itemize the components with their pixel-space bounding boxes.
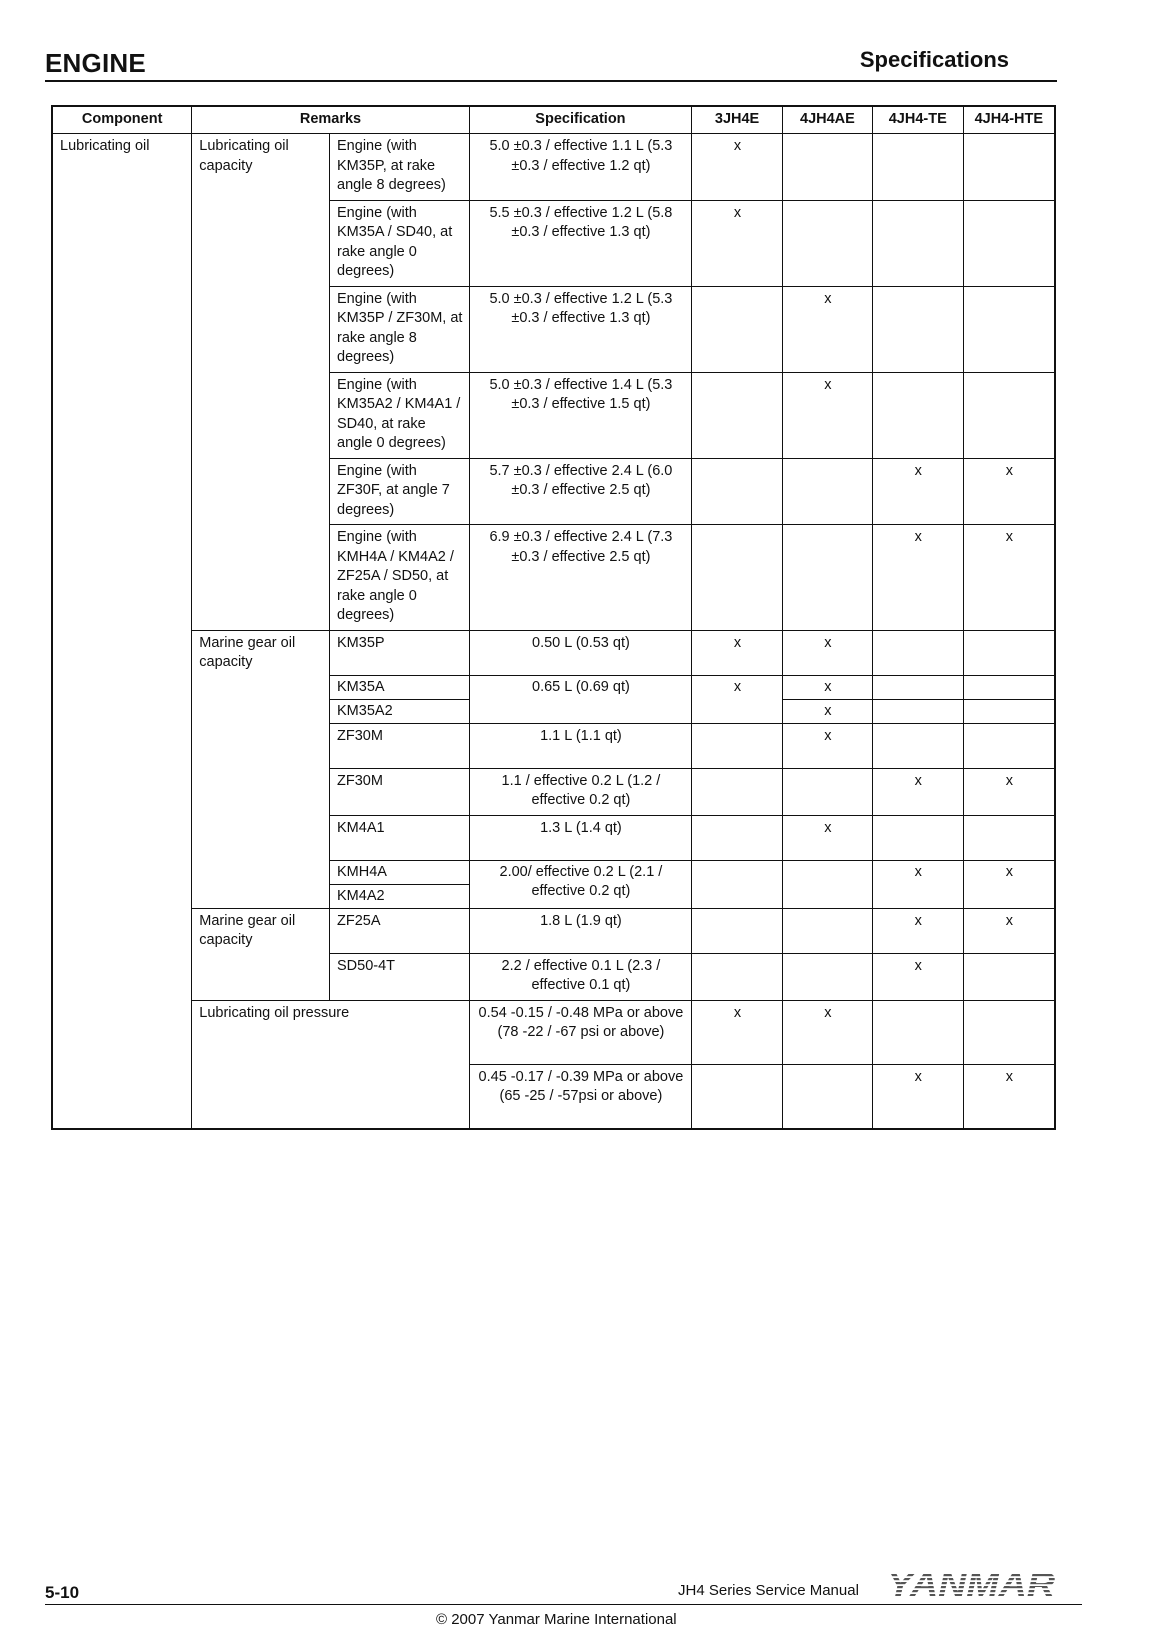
specification-cell: 5.0 ±0.3 / effective 1.2 L (5.3 ±0.3 / effective 1.3 qt) [469, 286, 691, 372]
specification-cell: 0.65 L (0.69 qt) [469, 675, 691, 723]
specification-cell: 5.0 ±0.3 / effective 1.1 L (5.3 ±0.3 / effective 1.2 qt) [469, 134, 691, 201]
mark-4jh4-te [872, 200, 963, 286]
mark-4jh4-te: x [872, 525, 963, 631]
mark-4jh4-te: x [872, 458, 963, 525]
footer-divider [45, 1604, 1082, 1605]
mark-4jh4-hte: x [963, 525, 1055, 631]
yanmar-logo [885, 1566, 1063, 1607]
mark-4jh4-hte: x [963, 768, 1055, 815]
specification-cell: 1.1 L (1.1 qt) [469, 723, 691, 768]
col-header-3jh4e: 3JH4E [692, 106, 783, 134]
mark-4jh4-te [872, 134, 963, 201]
mark-4jh4ae: x [782, 1000, 872, 1064]
section-title: ENGINE [45, 48, 146, 78]
table-row [52, 630, 1055, 675]
mark-4jh4-te: x [872, 768, 963, 815]
mark-4jh4ae: x [782, 286, 872, 372]
table-row [52, 134, 1055, 201]
mark-3jh4e [692, 723, 783, 768]
mark-4jh4ae [782, 908, 872, 953]
col-header-4jh4-te: 4JH4-TE [872, 106, 963, 134]
mark-3jh4e [692, 458, 783, 525]
specification-cell: 5.7 ±0.3 / effective 2.4 L (6.0 ±0.3 / effective 2.5 qt) [469, 458, 691, 525]
mark-4jh4-hte [963, 815, 1055, 860]
mark-4jh4-hte [963, 372, 1055, 458]
mark-4jh4ae [782, 953, 872, 1000]
col-header-component: Component [52, 106, 192, 134]
mark-4jh4-te: x [872, 1064, 963, 1129]
mark-3jh4e [692, 372, 783, 458]
table-row [52, 1000, 1055, 1064]
mark-3jh4e [692, 1064, 783, 1129]
remarks-detail-cell: KM4A2 [330, 884, 470, 908]
mark-4jh4ae [782, 860, 872, 908]
mark-4jh4ae [782, 525, 872, 631]
specification-cell: 0.54 -0.15 / -0.48 MPa or above (78 -22 / -67 psi or above) [469, 1000, 691, 1064]
mark-4jh4ae: x [782, 630, 872, 675]
mark-4jh4-hte: x [963, 458, 1055, 525]
remarks-detail-cell: Engine (with KM35P, at rake angle 8 degrees) [330, 134, 470, 201]
remarks-detail-cell: SD50-4T [330, 953, 470, 1000]
header-divider [45, 80, 1057, 82]
mark-4jh4ae [782, 134, 872, 201]
col-header-specification: Specification [469, 106, 691, 134]
mark-3jh4e: x [692, 1000, 783, 1064]
mark-4jh4-te: x [872, 953, 963, 1000]
mark-4jh4-hte [963, 723, 1055, 768]
mark-4jh4-hte [963, 699, 1055, 723]
remarks-detail-cell: ZF30M [330, 723, 470, 768]
specifications-table [51, 105, 1056, 1130]
mark-4jh4ae [782, 1064, 872, 1129]
mark-4jh4-te [872, 1000, 963, 1064]
page-title: Specifications [859, 47, 1009, 72]
mark-4jh4-hte [963, 1000, 1055, 1064]
remarks-detail-cell: KM4A1 [330, 815, 470, 860]
page-number: 5-10 [45, 1583, 80, 1602]
mark-4jh4-te [872, 286, 963, 372]
mark-4jh4ae [782, 200, 872, 286]
mark-4jh4-hte: x [963, 1064, 1055, 1129]
specification-cell: 2.2 / effective 0.1 L (2.3 / effective 0.1 qt) [469, 953, 691, 1000]
remarks-group-cell: Marine gear oil capacity [192, 908, 330, 1000]
mark-3jh4e [692, 286, 783, 372]
mark-4jh4-te [872, 372, 963, 458]
mark-4jh4ae: x [782, 815, 872, 860]
remarks-detail-cell: Engine (with KM35A / SD40, at rake angle 0 degrees) [330, 200, 470, 286]
specification-cell: 0.50 L (0.53 qt) [469, 630, 691, 675]
remarks-detail-cell: KMH4A [330, 860, 470, 884]
mark-3jh4e: x [692, 200, 783, 286]
mark-4jh4-te: x [872, 860, 963, 908]
mark-4jh4ae: x [782, 699, 872, 723]
mark-4jh4-hte [963, 953, 1055, 1000]
mark-3jh4e [692, 860, 783, 908]
mark-4jh4-te [872, 675, 963, 699]
table-header-row [52, 106, 1055, 134]
col-header-4jh4ae: 4JH4AE [782, 106, 872, 134]
table-row [52, 908, 1055, 953]
mark-4jh4-hte [963, 675, 1055, 699]
mark-3jh4e [692, 768, 783, 815]
remarks-detail-cell: Engine (with KM35P / ZF30M, at rake angle 8 degrees) [330, 286, 470, 372]
mark-4jh4-hte: x [963, 860, 1055, 908]
mark-4jh4ae: x [782, 675, 872, 699]
specification-cell: 1.3 L (1.4 qt) [469, 815, 691, 860]
remarks-group-cell: Marine gear oil capacity [192, 630, 330, 908]
mark-3jh4e: x [692, 630, 783, 675]
mark-4jh4ae [782, 458, 872, 525]
mark-4jh4-te [872, 723, 963, 768]
mark-3jh4e: x [692, 675, 783, 723]
remarks-detail-cell: KM35P [330, 630, 470, 675]
mark-3jh4e [692, 908, 783, 953]
mark-4jh4-hte [963, 200, 1055, 286]
mark-3jh4e [692, 525, 783, 631]
remarks-detail-cell: Engine (with ZF30F, at angle 7 degrees) [330, 458, 470, 525]
remarks-detail-cell: ZF30M [330, 768, 470, 815]
specification-cell: 6.9 ±0.3 / effective 2.4 L (7.3 ±0.3 / effective 2.5 qt) [469, 525, 691, 631]
remarks-detail-cell: Engine (with KM35A2 / KM4A1 / SD40, at rake angle 0 degrees) [330, 372, 470, 458]
mark-4jh4-te [872, 630, 963, 675]
component-cell: Lubricating oil [52, 134, 192, 1129]
mark-3jh4e [692, 953, 783, 1000]
remarks-detail-cell: ZF25A [330, 908, 470, 953]
specification-cell: 5.5 ±0.3 / effective 1.2 L (5.8 ±0.3 / effective 1.3 qt) [469, 200, 691, 286]
remarks-detail-cell: KM35A2 [330, 699, 470, 723]
svg-text:YANMAR: YANMAR [887, 1566, 1056, 1602]
mark-4jh4-te [872, 699, 963, 723]
mark-4jh4ae [782, 768, 872, 815]
specification-cell: 2.00/ effective 0.2 L (2.1 / effective 0.2 qt) [469, 860, 691, 908]
mark-3jh4e: x [692, 134, 783, 201]
remarks-group-cell: Lubricating oil capacity [192, 134, 330, 631]
manual-title: JH4 Series Service Manual [678, 1582, 859, 1599]
remarks-detail-cell: KM35A [330, 675, 470, 699]
mark-4jh4ae: x [782, 723, 872, 768]
mark-4jh4-hte [963, 630, 1055, 675]
mark-3jh4e [692, 815, 783, 860]
mark-4jh4ae: x [782, 372, 872, 458]
specification-cell: 5.0 ±0.3 / effective 1.4 L (5.3 ±0.3 / effective 1.5 qt) [469, 372, 691, 458]
mark-4jh4-hte [963, 286, 1055, 372]
copyright: © 2007 Yanmar Marine International [436, 1611, 677, 1628]
col-header-remarks: Remarks [192, 106, 469, 134]
mark-4jh4-te [872, 815, 963, 860]
mark-4jh4-hte [963, 134, 1055, 201]
specification-cell: 1.1 / effective 0.2 L (1.2 / effective 0.2 qt) [469, 768, 691, 815]
remarks-group-cell: Lubricating oil pressure [192, 1000, 469, 1129]
mark-4jh4-hte: x [963, 908, 1055, 953]
mark-4jh4-te: x [872, 908, 963, 953]
yanmar-logo-graphic [885, 1566, 1063, 1602]
specification-cell: 1.8 L (1.9 qt) [469, 908, 691, 953]
col-header-4jh4-hte: 4JH4-HTE [963, 106, 1055, 134]
specification-cell: 0.45 -0.17 / -0.39 MPa or above (65 -25 / -57psi or above) [469, 1064, 691, 1129]
remarks-detail-cell: Engine (with KMH4A / KM4A2 / ZF25A / SD50, at rake angle 0 degrees) [330, 525, 470, 631]
